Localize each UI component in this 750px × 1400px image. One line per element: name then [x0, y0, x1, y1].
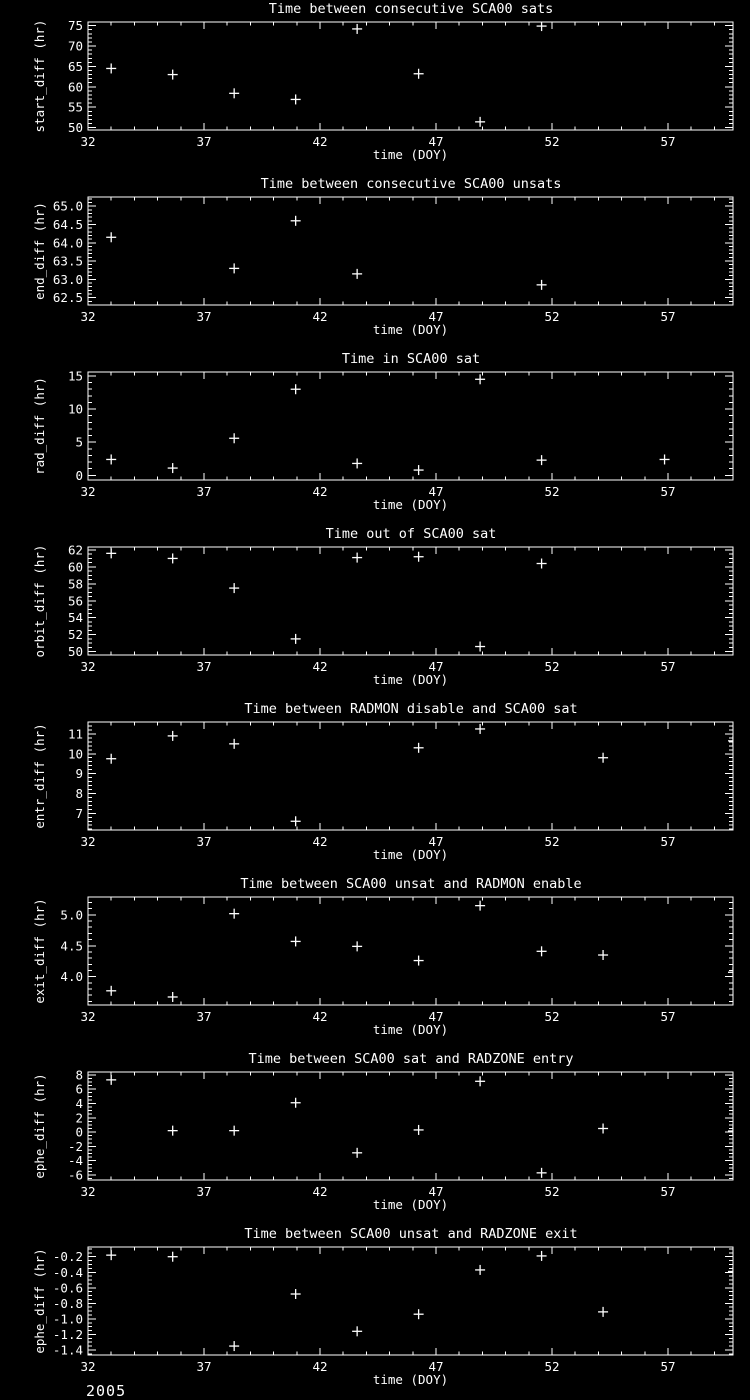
subplot-end-diff	[0, 175, 750, 350]
data-point-marker	[106, 1075, 116, 1085]
data-point-marker	[537, 280, 547, 290]
data-point-marker	[168, 1126, 178, 1136]
plot-title: Time between consecutive SCA00 unsats	[260, 176, 562, 192]
plot-title: Time between consecutive SCA00 sats	[268, 1, 554, 17]
plot-title: Time out of SCA00 sat	[325, 526, 497, 542]
data-point-marker	[229, 433, 239, 443]
x-tick-label: 57	[660, 1009, 676, 1024]
x-tick-label: 42	[312, 1009, 328, 1024]
x-tick-label: 47	[428, 834, 444, 849]
plot-title: Time between SCA00 unsat and RADMON enable	[240, 876, 582, 892]
x-axis-label: time (DOY)	[372, 497, 449, 512]
data-point-marker	[728, 736, 738, 746]
plot-frame	[88, 1072, 733, 1180]
y-tick-label: 4.0	[60, 969, 83, 985]
plot-canvas	[0, 525, 750, 700]
data-point-marker	[352, 1148, 362, 1158]
data-point-marker	[475, 1076, 485, 1086]
y-tick-label: 52	[67, 627, 83, 643]
y-tick-label: 54	[67, 610, 83, 626]
axis-ticks	[88, 197, 733, 305]
y-tick-label: 62	[67, 542, 83, 558]
y-tick-label: 64.0	[52, 235, 83, 251]
x-tick-label: 57	[660, 1359, 676, 1374]
y-tick-label: -2	[67, 1138, 83, 1154]
data-point-marker	[414, 552, 424, 562]
data-point-marker	[168, 70, 178, 80]
y-tick-label: 5	[75, 434, 83, 450]
data-point-marker	[537, 946, 547, 956]
data-point-marker	[537, 21, 547, 31]
axis-ticks	[88, 1247, 733, 1355]
data-point-marker	[106, 63, 116, 73]
x-tick-label: 42	[312, 1359, 328, 1374]
data-point-marker	[106, 454, 116, 464]
data-point-marker	[229, 263, 239, 273]
subplot-ephe-exit	[0, 1225, 750, 1400]
axis-ticks	[88, 22, 733, 130]
data-point-marker	[598, 1307, 608, 1317]
data-points	[106, 1075, 738, 1178]
y-tick-label: -0.8	[52, 1295, 83, 1311]
subplot-ephe-entry	[0, 1050, 750, 1225]
x-tick-label: 47	[428, 484, 444, 499]
x-tick-label: 47	[428, 659, 444, 674]
data-point-marker	[537, 455, 547, 465]
x-tick-label: 32	[80, 1184, 96, 1199]
data-point-marker	[414, 743, 424, 753]
data-point-marker	[229, 1341, 239, 1351]
data-point-marker	[352, 269, 362, 279]
x-tick-label: 32	[80, 1359, 96, 1374]
x-tick-label: 37	[196, 1184, 212, 1199]
axis-ticks	[88, 1072, 733, 1180]
plot-title: Time between RADMON disable and SCA00 sat	[244, 701, 578, 717]
x-tick-label: 57	[660, 484, 676, 499]
x-tick-label: 57	[660, 834, 676, 849]
data-point-marker	[229, 583, 239, 593]
x-tick-label: 52	[544, 659, 560, 674]
x-tick-label: 32	[80, 1009, 96, 1024]
x-tick-label: 57	[660, 659, 676, 674]
plot-frame	[88, 372, 733, 480]
x-tick-label: 32	[80, 484, 96, 499]
data-point-marker	[537, 1251, 547, 1261]
plot-frame	[88, 197, 733, 305]
y-tick-label: -0.4	[52, 1264, 83, 1280]
y-tick-label: 60	[67, 79, 83, 95]
data-point-marker	[106, 986, 116, 996]
data-point-marker	[168, 731, 178, 741]
data-point-marker	[475, 724, 485, 734]
axis-ticks	[88, 897, 733, 1005]
y-axis-label: entr_diff (hr)	[32, 723, 47, 829]
y-tick-label: 7	[75, 805, 83, 821]
data-point-marker	[291, 384, 301, 394]
data-point-marker	[728, 1126, 738, 1136]
plot-frame	[88, 1247, 733, 1355]
y-tick-label: -4	[67, 1153, 83, 1169]
y-tick-label: 55	[67, 99, 83, 115]
data-point-marker	[229, 909, 239, 919]
plot-frame	[88, 22, 733, 130]
x-tick-label: 47	[428, 1009, 444, 1024]
x-axis-label: time (DOY)	[372, 1022, 449, 1037]
plot-title: Time between SCA00 sat and RADZONE entry	[248, 1051, 574, 1067]
subplot-start-diff	[0, 0, 750, 175]
data-points	[106, 548, 546, 651]
x-tick-label: 47	[428, 134, 444, 149]
y-tick-label: -1.0	[52, 1311, 83, 1327]
y-tick-label: 4.5	[60, 938, 83, 954]
plot-canvas	[0, 700, 750, 875]
data-point-marker	[414, 1309, 424, 1319]
x-tick-label: 37	[196, 834, 212, 849]
y-axis-label: start_diff (hr)	[32, 19, 47, 133]
y-tick-label: 60	[67, 559, 83, 575]
y-tick-label: 6	[75, 1081, 83, 1097]
plot-canvas	[0, 175, 750, 350]
x-tick-label: 42	[312, 834, 328, 849]
data-point-marker	[291, 216, 301, 226]
y-axis-label: rad_diff (hr)	[32, 377, 47, 475]
y-tick-label: 4	[75, 1095, 83, 1111]
x-axis-label: time (DOY)	[372, 1372, 449, 1387]
data-point-marker	[598, 1124, 608, 1134]
x-tick-label: 47	[428, 309, 444, 324]
data-point-marker	[168, 992, 178, 1002]
plot-canvas	[0, 1225, 750, 1400]
plot-canvas	[0, 875, 750, 1050]
y-tick-label: -0.6	[52, 1280, 83, 1296]
plot-canvas	[0, 350, 750, 525]
x-tick-label: 42	[312, 309, 328, 324]
data-points	[106, 901, 738, 1002]
y-tick-label: 11	[67, 726, 83, 742]
data-point-marker	[291, 936, 301, 946]
y-axis-label: ephe_diff (hr)	[32, 1073, 47, 1179]
data-point-marker	[728, 967, 738, 977]
y-tick-label: 63.0	[52, 271, 83, 287]
plot-frame	[88, 897, 733, 1005]
y-axis-label: orbit_diff (hr)	[32, 544, 47, 658]
y-tick-label: 75	[67, 18, 83, 34]
y-tick-label: 0	[75, 1124, 83, 1140]
x-tick-label: 57	[660, 1184, 676, 1199]
axis-ticks	[88, 722, 733, 830]
data-point-marker	[414, 465, 424, 475]
x-tick-label: 37	[196, 1359, 212, 1374]
data-points	[106, 216, 546, 290]
data-points	[106, 21, 546, 127]
data-point-marker	[660, 454, 670, 464]
data-point-marker	[475, 374, 485, 384]
x-tick-label: 32	[80, 834, 96, 849]
x-tick-label: 47	[428, 1359, 444, 1374]
year-label: 2005	[86, 1382, 127, 1400]
data-point-marker	[229, 739, 239, 749]
axis-ticks	[88, 547, 733, 655]
data-point-marker	[291, 1289, 301, 1299]
x-tick-label: 32	[80, 309, 96, 324]
y-tick-label: 63.5	[52, 253, 83, 269]
x-tick-label: 42	[312, 659, 328, 674]
data-point-marker	[475, 117, 485, 127]
y-tick-label: 50	[67, 644, 83, 660]
x-tick-label: 37	[196, 1009, 212, 1024]
y-tick-label: 0	[75, 467, 83, 483]
y-axis-label: ephe_diff (hr)	[32, 1248, 47, 1354]
x-tick-label: 42	[312, 134, 328, 149]
x-tick-label: 52	[544, 1184, 560, 1199]
data-point-marker	[291, 634, 301, 644]
plot-canvas	[0, 0, 750, 175]
data-point-marker	[475, 1265, 485, 1275]
x-tick-label: 52	[544, 309, 560, 324]
data-point-marker	[352, 1326, 362, 1336]
data-point-marker	[475, 901, 485, 911]
x-tick-label: 52	[544, 1009, 560, 1024]
data-point-marker	[291, 816, 301, 826]
y-tick-label: 8	[75, 1067, 83, 1083]
plot-frame	[88, 547, 733, 655]
x-tick-label: 37	[196, 134, 212, 149]
x-tick-label: 37	[196, 484, 212, 499]
data-points	[106, 724, 738, 826]
x-axis-label: time (DOY)	[372, 322, 449, 337]
x-axis-label: time (DOY)	[372, 847, 449, 862]
y-tick-label: -0.2	[52, 1249, 83, 1265]
x-tick-label: 42	[312, 484, 328, 499]
y-tick-label: -1.2	[52, 1326, 83, 1342]
y-tick-label: 70	[67, 38, 83, 54]
y-tick-label: 64.5	[52, 216, 83, 232]
x-tick-label: 57	[660, 309, 676, 324]
plot-title: Time between SCA00 unsat and RADZONE exit	[244, 1226, 578, 1242]
y-tick-label: -6	[67, 1167, 83, 1183]
x-tick-label: 52	[544, 834, 560, 849]
x-tick-label: 52	[544, 1359, 560, 1374]
x-tick-label: 37	[196, 659, 212, 674]
data-point-marker	[106, 1250, 116, 1260]
x-tick-label: 57	[660, 134, 676, 149]
data-point-marker	[598, 950, 608, 960]
plot-canvas	[0, 1050, 750, 1225]
data-point-marker	[475, 642, 485, 652]
y-tick-label: 8	[75, 785, 83, 801]
plot-frame	[88, 722, 733, 830]
data-point-marker	[414, 69, 424, 79]
data-point-marker	[168, 463, 178, 473]
subplot-exit-diff	[0, 875, 750, 1050]
data-point-marker	[352, 24, 362, 34]
y-tick-label: -1.4	[52, 1342, 83, 1358]
data-point-marker	[291, 1098, 301, 1108]
x-axis-label: time (DOY)	[372, 672, 449, 687]
y-tick-label: 62.5	[52, 290, 83, 306]
data-point-marker	[291, 94, 301, 104]
data-point-marker	[229, 1126, 239, 1136]
y-tick-label: 15	[67, 368, 83, 384]
subplot-orbit-diff	[0, 525, 750, 700]
data-point-marker	[352, 941, 362, 951]
axis-ticks	[88, 372, 733, 480]
x-axis-label: time (DOY)	[372, 1197, 449, 1212]
data-point-marker	[229, 88, 239, 98]
x-tick-label: 52	[544, 134, 560, 149]
plot-title: Time in SCA00 sat	[341, 351, 481, 367]
x-tick-label: 32	[80, 659, 96, 674]
data-point-marker	[168, 1252, 178, 1262]
y-tick-label: 10	[67, 401, 83, 417]
x-tick-label: 32	[80, 134, 96, 149]
y-tick-label: 9	[75, 766, 83, 782]
data-point-marker	[414, 956, 424, 966]
y-tick-label: 10	[67, 746, 83, 762]
y-axis-label: end_diff (hr)	[32, 202, 47, 300]
x-axis-label: time (DOY)	[372, 147, 449, 162]
y-tick-label: 5.0	[60, 907, 83, 923]
data-point-marker	[106, 232, 116, 242]
y-tick-label: 65.0	[52, 198, 83, 214]
y-tick-label: 2	[75, 1110, 83, 1126]
data-point-marker	[352, 458, 362, 468]
data-points	[106, 1250, 738, 1351]
data-points	[106, 374, 669, 475]
subplot-rad-diff	[0, 350, 750, 525]
subplot-entr-diff	[0, 700, 750, 875]
data-point-marker	[352, 553, 362, 563]
y-tick-label: 65	[67, 58, 83, 74]
data-point-marker	[106, 548, 116, 558]
y-tick-label: 58	[67, 576, 83, 592]
data-point-marker	[537, 559, 547, 569]
data-point-marker	[414, 1125, 424, 1135]
y-tick-label: 50	[67, 120, 83, 136]
x-tick-label: 42	[312, 1184, 328, 1199]
data-point-marker	[168, 553, 178, 563]
data-point-marker	[537, 1168, 547, 1178]
data-point-marker	[106, 754, 116, 764]
y-axis-label: exit_diff (hr)	[32, 898, 47, 1004]
x-tick-label: 47	[428, 1184, 444, 1199]
x-tick-label: 37	[196, 309, 212, 324]
data-point-marker	[598, 753, 608, 763]
x-tick-label: 52	[544, 484, 560, 499]
y-tick-label: 56	[67, 593, 83, 609]
